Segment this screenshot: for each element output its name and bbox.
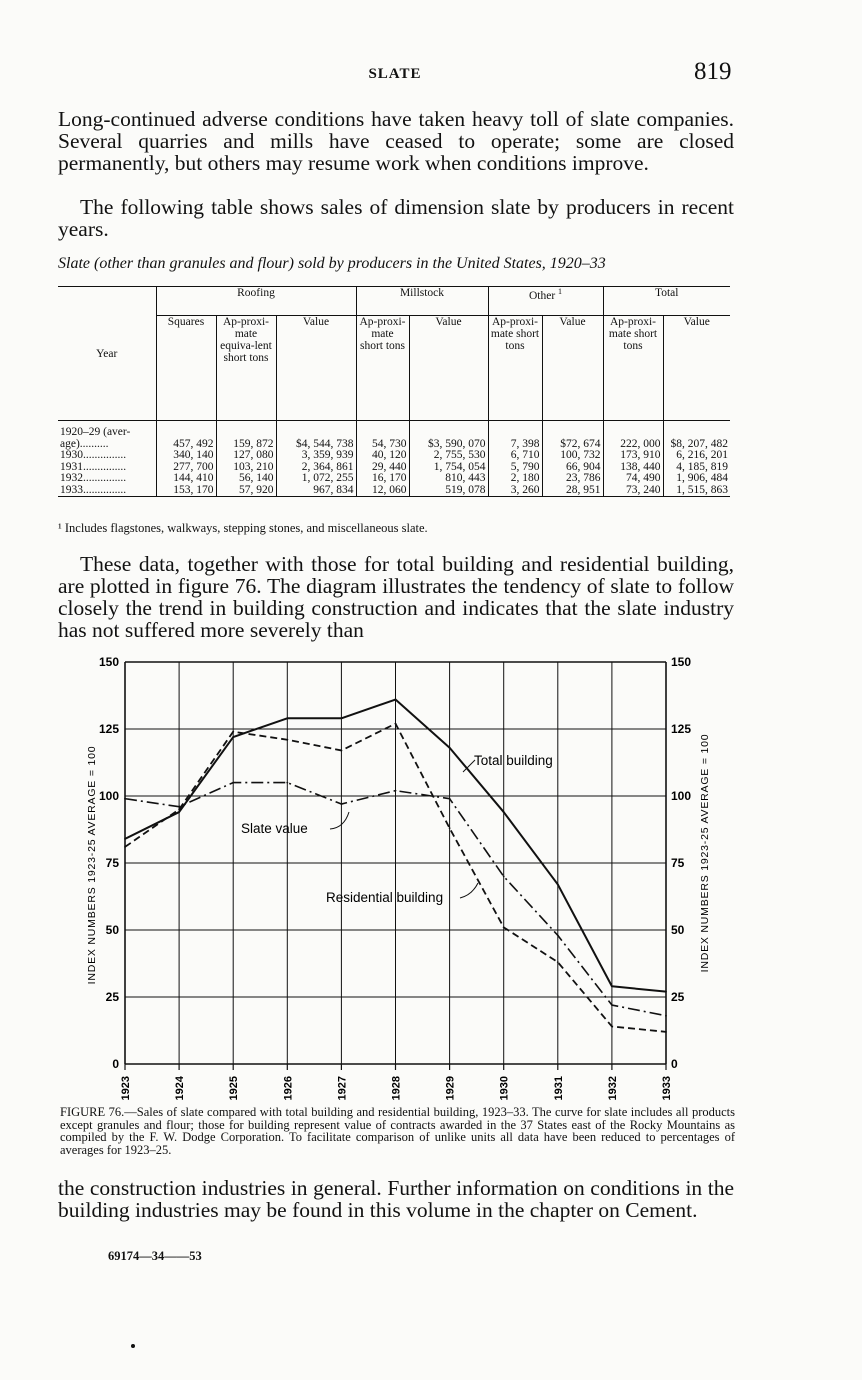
table-cell: 144, 410: [156, 473, 216, 485]
x-tick-label: 1926: [282, 1076, 295, 1101]
print-speck: [131, 1344, 135, 1348]
table-cell: 3, 359, 939: [276, 450, 356, 462]
data-point: [503, 811, 505, 813]
data-point: [178, 811, 180, 813]
table-row: [58, 473, 730, 485]
x-tick-label: 1924: [174, 1076, 187, 1101]
data-point: [341, 750, 343, 752]
y-tick-label-right: 125: [671, 722, 692, 736]
data-point: [178, 806, 180, 808]
table-cell: [488, 421, 542, 439]
table-cell: 73, 240: [603, 485, 663, 497]
table-caption: Slate (other than granules and flour) sold by producers in the United States, 1920–33: [58, 255, 606, 272]
x-tick-label: 1927: [336, 1076, 349, 1101]
x-tick-label: 1930: [498, 1076, 511, 1101]
table-cell: 2, 180: [488, 473, 542, 485]
paragraph-table-intro: The following table shows sales of dimension slate by producers in recent years.: [58, 195, 734, 241]
data-point: [557, 961, 559, 963]
subheader-cell: Ap-proxi-mate short tons: [488, 316, 542, 421]
table-cell: 3, 260: [488, 485, 542, 497]
data-point: [449, 747, 451, 749]
annotation-slate-value: Slate value: [241, 821, 308, 836]
table-cell: 127, 080: [216, 450, 276, 462]
table-cell: 457, 492: [156, 439, 216, 451]
y-tick-label-left: 75: [105, 856, 119, 870]
data-point: [124, 798, 126, 800]
running-header-title: SLATE: [368, 66, 422, 82]
data-point: [395, 723, 397, 725]
data-point: [286, 739, 288, 741]
x-tick-label: 1933: [661, 1076, 673, 1101]
subheader-cell: Value: [542, 316, 603, 421]
table-cell: [542, 421, 603, 439]
y-tick-label-right: 100: [671, 789, 692, 803]
table-cell: 519, 078: [409, 485, 488, 497]
table-cell: $8, 207, 482: [663, 439, 730, 451]
subheader-cell: Ap-proxi-mate short tons: [603, 316, 663, 421]
data-point: [395, 699, 397, 701]
table-row: [58, 450, 730, 462]
x-tick-label: 1932: [606, 1076, 619, 1101]
annotation-total-building: Total building: [474, 753, 553, 768]
table-cell: 12, 060: [356, 485, 409, 497]
table-cell: 159, 872: [216, 439, 276, 451]
y-tick-label-right: 50: [671, 923, 685, 937]
year-cell: 1932...............: [60, 472, 127, 484]
x-tick-label: 1923: [120, 1076, 132, 1101]
y-tick-label-left: 0: [112, 1057, 119, 1071]
data-point: [232, 782, 234, 784]
table-cell: 6, 216, 201: [663, 450, 730, 462]
year-cell: 1931...............: [60, 460, 127, 473]
table-cell: 340, 140: [156, 450, 216, 462]
data-point: [611, 1004, 613, 1006]
group-header-millstock: Millstock: [356, 287, 488, 316]
table-cell: [156, 421, 216, 439]
table-row: [58, 421, 730, 439]
table-cell: 2, 755, 530: [409, 450, 488, 462]
table-cell: [216, 421, 276, 439]
y-tick-label-left: 150: [98, 655, 119, 669]
table-cell: 222, 000: [603, 439, 663, 451]
table-cell: [409, 421, 488, 439]
y-axis-title-right: INDEX NUMBERS 1923-25 AVERAGE = 100: [699, 733, 711, 973]
data-point: [665, 1031, 667, 1033]
data-point: [124, 846, 126, 848]
table-cell: 16, 170: [356, 473, 409, 485]
table-cell: 40, 120: [356, 450, 409, 462]
table-cell: 5, 790: [488, 462, 542, 474]
group-header-roofing: Roofing: [156, 287, 356, 316]
year-header: Year: [58, 287, 156, 421]
x-tick-label: 1929: [444, 1076, 457, 1101]
year-cell: age)..........: [60, 437, 109, 450]
data-point: [341, 803, 343, 805]
table-cell: 29, 440: [356, 462, 409, 474]
data-point: [503, 876, 505, 878]
table-cell: 1, 906, 484: [663, 473, 730, 485]
data-point: [232, 731, 234, 733]
y-axis-title-left: INDEX NUMBERS 1923-25 AVERAGE = 100: [86, 745, 98, 985]
table-cell: 28, 951: [542, 485, 603, 497]
table-cell: 277, 700: [156, 462, 216, 474]
table-footnote: ¹ Includes flagstones, walkways, stepping stones, and miscellaneous slate.: [58, 521, 428, 535]
table-cell: 6, 710: [488, 450, 542, 462]
y-tick-label-right: 0: [671, 1057, 678, 1071]
table-cell: [356, 421, 409, 439]
data-point: [449, 798, 451, 800]
table-cell: 1, 515, 863: [663, 485, 730, 497]
data-point: [232, 736, 234, 738]
y-tick-label-right: 75: [671, 856, 685, 870]
table-cell: [276, 421, 356, 439]
table-cell: 103, 210: [216, 462, 276, 474]
subheader-cell: Ap-proxi-mate equiva-lent short tons: [216, 316, 276, 421]
table-cell: $4, 544, 738: [276, 439, 356, 451]
table-cell: 967, 834: [276, 485, 356, 497]
table-cell: 1, 754, 054: [409, 462, 488, 474]
data-point: [611, 985, 613, 987]
year-cell: 1920–29 (aver-: [60, 426, 131, 438]
data-point: [124, 838, 126, 840]
page-number: 819: [694, 58, 732, 85]
slate-sales-table: [58, 286, 730, 497]
annotation-arrow: [460, 883, 478, 898]
data-point: [557, 884, 559, 886]
data-point: [611, 1026, 613, 1028]
table-cell: 23, 786: [542, 473, 603, 485]
subheader-cell: Value: [663, 316, 730, 421]
index-line-chart: [78, 652, 711, 1101]
table-cell: 2, 364, 861: [276, 462, 356, 474]
annotation-residential-building: Residential building: [326, 890, 444, 905]
data-point: [286, 782, 288, 784]
table-cell: 138, 440: [603, 462, 663, 474]
y-tick-label-right: 150: [671, 655, 692, 669]
table-cell: 153, 170: [156, 485, 216, 497]
paragraph-figure-intro: These data, together with those for total building and residential building, are plotted in figure 76. The diagram illustrates the tendency of slate to follow closely the trend in building construction and indicates that the slate industry has not suffered more severely than: [58, 552, 734, 642]
table-cell: 74, 490: [603, 473, 663, 485]
paragraph-adverse-conditions: Long-continued adverse conditions have taken heavy toll of slate companies. Several quarries and mills have ceased to operate; some are closed permanently, but others may resume work when conditions improve.: [58, 107, 734, 175]
table-cell: 56, 140: [216, 473, 276, 485]
table-cell: 173, 910: [603, 450, 663, 462]
y-tick-label-left: 50: [105, 923, 119, 937]
x-tick-label: 1928: [390, 1076, 403, 1101]
data-point: [503, 926, 505, 928]
group-header-total: Total: [603, 287, 730, 316]
table-cell: 66, 904: [542, 462, 603, 474]
table-cell: 100, 732: [542, 450, 603, 462]
year-cell: 1933...............: [58, 485, 156, 497]
data-point: [395, 790, 397, 792]
print-code: 69174—34——53: [108, 1249, 202, 1263]
table-cell: 4, 185, 819: [663, 462, 730, 474]
table-cell: 1, 072, 255: [276, 473, 356, 485]
table-cell: [663, 421, 730, 439]
data-point: [665, 991, 667, 993]
subheader-cell: Value: [276, 316, 356, 421]
annotation-arrow: [330, 812, 349, 829]
year-cell: 1930...............: [60, 449, 127, 461]
data-point: [286, 717, 288, 719]
table-cell: $72, 674: [542, 439, 603, 451]
subheader-cell: Value: [409, 316, 488, 421]
table-cell: 57, 920: [216, 485, 276, 497]
paragraph-conclusion: the construction industries in general. Further information on conditions in the building industries may be found in this volume in the chapter on Cement.: [58, 1176, 734, 1222]
figure-caption: FIGURE 76.—Sales of slate compared with total building and residential building, 1923–33. The curve for slate includes all products except granules and flour; those for building represent value of contracts awarded in the 37 States east of the Rocky Mountains as compiled by the F. W. Dodge Corporation. To facilitate comparison of unlike units all data have been reduced to percentages of averages for 1923–25.: [60, 1105, 735, 1157]
subheader-cell: Ap-proxi-mate short tons: [356, 316, 409, 421]
x-tick-label: 1925: [228, 1076, 241, 1101]
x-tick-label: 1931: [552, 1076, 565, 1101]
data-point: [449, 827, 451, 829]
table-cell: $3, 590, 070: [409, 439, 488, 451]
table-cell: 810, 443: [409, 473, 488, 485]
data-point: [341, 717, 343, 719]
data-point: [178, 809, 180, 811]
data-point: [557, 934, 559, 936]
group-header-other: Other $^1$: [488, 287, 603, 316]
y-tick-label-left: 25: [105, 990, 119, 1004]
table-cell: 54, 730: [356, 439, 409, 451]
y-tick-label-left: 100: [98, 789, 119, 803]
data-point: [665, 1015, 667, 1017]
table-row: [58, 485, 730, 497]
y-tick-label-right: 25: [671, 990, 685, 1004]
table-cell: 7, 398: [488, 439, 542, 451]
subheader-cell: Squares: [156, 316, 216, 421]
table-cell: [603, 421, 663, 439]
y-tick-label-left: 125: [98, 722, 119, 736]
